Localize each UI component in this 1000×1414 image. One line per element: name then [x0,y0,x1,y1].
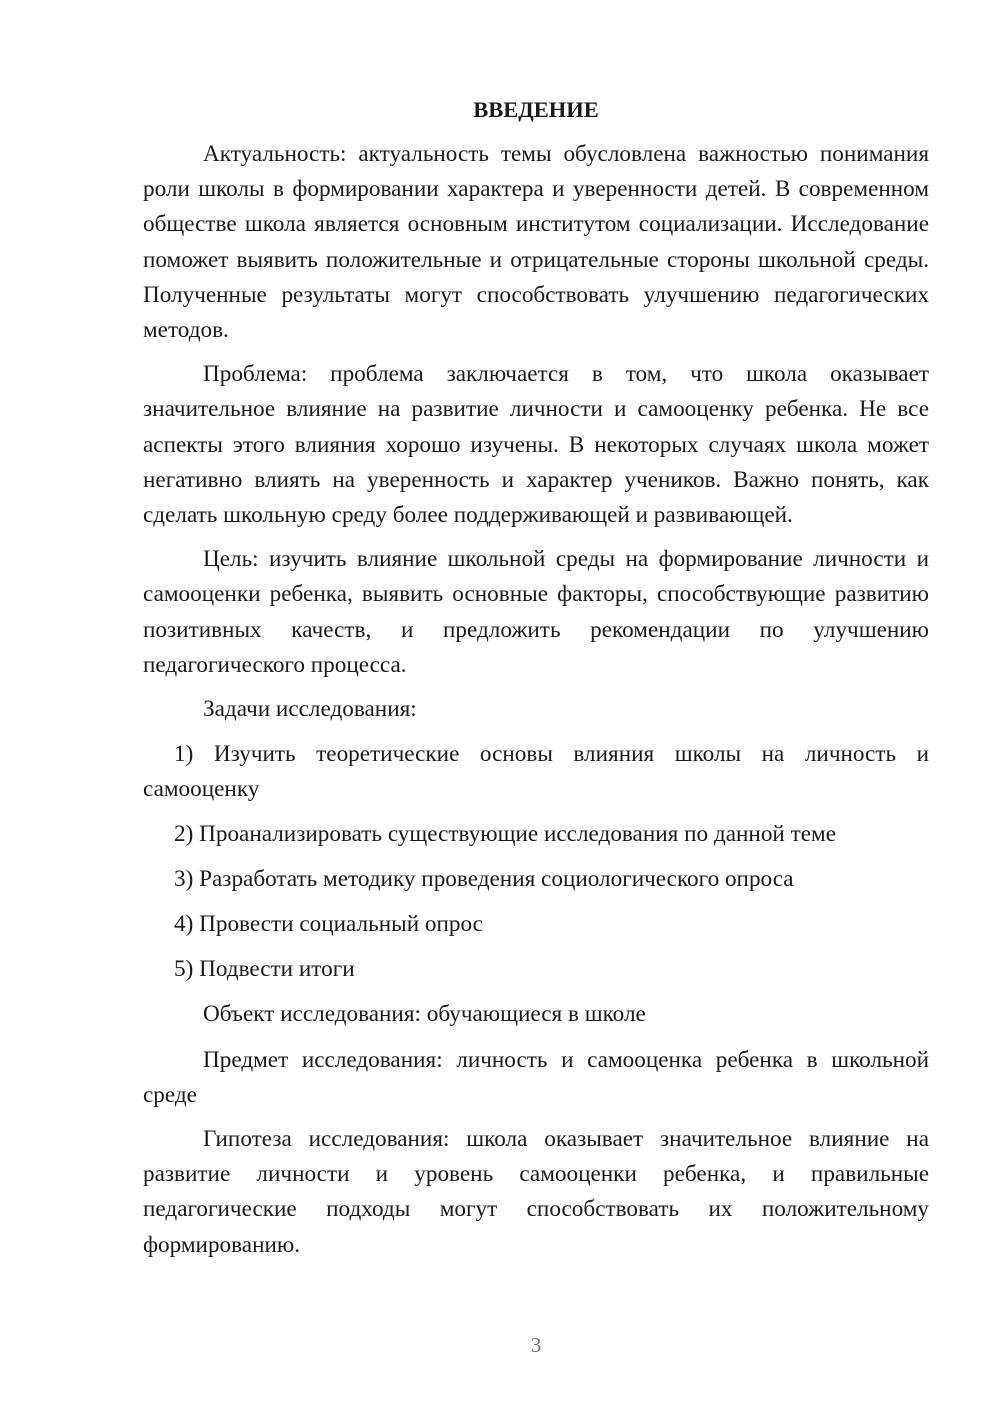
goal-paragraph: Цель: изучить влияние школьной среды на формирование личности и самооценки ребенка, выявить основные факторы, способствующие развитию позитивных качеств, и предложить рекомендации по улучшению педагогического процесса. [143,546,929,678]
section-title: ВВЕДЕНИЕ [473,97,599,122]
task-item-4: 4) Провести социальный опрос [174,911,483,938]
subject-paragraph: Предмет исследования: личность и самооценка ребенка в школьной среде [143,1046,929,1108]
task-item-3: 3) Разработать методику проведения социологического опроса [174,865,794,892]
hypothesis-paragraph: Гипотеза исследования: школа оказывает значительное влияние на развитие личности и уровень самооценки ребенка, и правильные педагогические подходы могут способствовать их положительному формированию. [143,1126,929,1258]
task-item-5: 5) Подвести итоги [174,956,355,983]
problem-paragraph: Проблема: проблема заключается в том, что школа оказывает значительное влияние на развитие личности и самооценку ребенка. Не все аспекты этого влияния хорошо изучены. В некоторых случаях школа может негативно влиять на уверенность и характер учеников. Важно понять, как сделать школьную среду более поддерживающей и развивающей. [143,361,929,529]
tasks-heading: Задачи исследования: [203,696,417,723]
page-number: 3 [530,1333,542,1357]
document-body [143,92,929,1272]
object-paragraph: Объект исследования: обучающиеся в школе [203,1001,646,1028]
relevance-paragraph: Актуальность: актуальность темы обусловлена важностью понимания роли школы в формировании характера и уверенности детей. В современном обществе школа является основным институтом социализации. Исследование поможет выявить положительные и отрицательные стороны школьной среды. Полученные результаты могут способствовать улучшению педагогических методов. [143,141,929,344]
task-item-1: 1) Изучить теоретические основы влияния школы на личность и самооценку [143,741,929,803]
task-item-2: 2) Проанализировать существующие исследования по данной теме [174,820,837,847]
